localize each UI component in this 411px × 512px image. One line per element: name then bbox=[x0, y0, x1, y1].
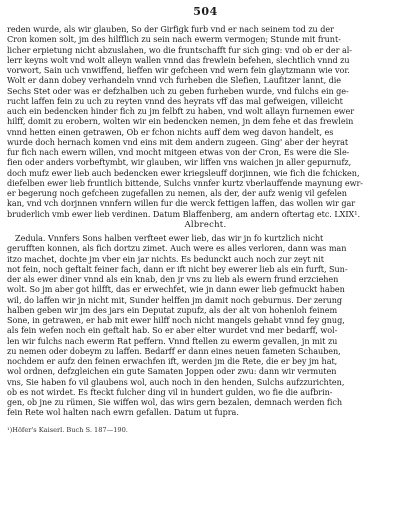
text-line: ob es not wirdet. Es fteckt fulcher ding vil in hundert gulden, wo fie die aufbrin- bbox=[7, 386, 333, 397]
text-line: Zedula. Vnnfers Sons halben verfteet ewer lieb, das wir jn fo kurtzlich nicht bbox=[15, 233, 324, 243]
text-line: len wir fulchs nach ewerm Rat peffern. Vnnd ftellen zu ewerm gevallen, jn mit zu bbox=[7, 335, 338, 346]
text-line: zu nemen oder dobeym zu laffen. Bedarff er dann eines neuen fameten Schauben, bbox=[7, 345, 341, 356]
text-line: kan, vnd vch dorjnnen vnnfern willen fur die werck fettigen laffen, das wollen wir gar bbox=[7, 198, 356, 209]
text-line: wil, do laffen wir jn nicht mit, Sunder helffen jm damit noch geburnus. Der zerung bbox=[7, 294, 343, 305]
text-line: nochdem er aufz den feinen erwachfen ift, werden jm die Rete, die er bey jm hat, bbox=[7, 356, 338, 366]
text-line: wolt. So jm aber got hilfft, das er erwechfet, wie jn dann ewer lieb gefmuckt haben bbox=[7, 284, 345, 295]
text-line: not fein, noch geftalt feiner fach, dann er ift nicht bey ewerer lieb als ein furft, Sun- bbox=[7, 263, 348, 274]
text-line: Sechs Stet oder was er defzhalben uch zu geben furheben wurde, vnd fulchs ein ge- bbox=[7, 85, 349, 96]
text-line: itzo machet, dochte jm vber ein jar nichts. Es bedunckt auch noch zur zeyt nit bbox=[7, 253, 324, 264]
text-line: vorwort, Sain uch vnwiffend, lieffen wir gefcheen vnd wern fein glaytzmann wie vor. bbox=[7, 65, 350, 75]
text-line: als fein wefen noch ein geftalt hab. So er aber elter wurdet vnd mer bedarff, wol- bbox=[7, 325, 338, 336]
text-line: hilff, domit zu erobern, wolten wir ein bedencken nemen, jn dem fehe et das frewlein bbox=[7, 116, 354, 127]
text-line: bruderlich vmb ewer lieb verdinen. Datum Blaffenberg, am andern oftertag etc. LXIX¹. bbox=[7, 208, 360, 219]
text-line: gerufften konnen, als fich dortzu zimet. Auch were es alles verloren, dann was man bbox=[7, 243, 347, 254]
text-line: wurde doch hernach komen vnd eins mit dem andern zugeen. Ging' aber der heyrat bbox=[7, 136, 349, 147]
text-line: vnnd hetten einen getrawen, Ob er fchon nichts auff dem weg davon handelt, es bbox=[7, 126, 334, 137]
text-line: fur fich nach ewern willen, vnd mocht mitgeen etwas von der Cron, Es were die Sle- bbox=[7, 147, 350, 157]
text-line: halben geben wir jm des jars ein Deputat zupufz, als der alt von hohenloh feinem bbox=[7, 304, 338, 315]
letter-two-body bbox=[7, 233, 404, 418]
text-line: fien oder anders vorbeftymbt, wir glauben, wir liffen vns waichen jn aller gepurnufz, bbox=[7, 157, 352, 168]
text-line: der als ewer diner vnnd als ein knab, den jr vns zu lieb als ewern frund erzciehen bbox=[7, 274, 339, 284]
text-line: licher erpietung nicht abzuslahen, wo die fruntschafft fur sich ging: vnd ob er der al- bbox=[7, 44, 352, 55]
section-heading-albrecht: Albrecht. bbox=[184, 219, 227, 229]
text-line: lerr keyns wolt vnd wolt alleyn wallen vnnd das frewlein befehen, slechtlich vnnd zu bbox=[7, 54, 350, 65]
text-line: Wolt er dann dobey verhandeln vnnd vch furheben die Slefien, Laufitzer lannt, die bbox=[7, 75, 342, 86]
text-line: reden wurde, als wir glauben, So der Girfigk furb vnd er nach seinem tod zu der bbox=[7, 24, 334, 34]
text-line: wol ordnen, defzgleichen ein gute Samaten Joppen oder zwu: dann wir vermuten bbox=[7, 366, 337, 377]
text-line: auch ein bedencken hinder fich zu jm felbft zu haben, vnd wolt allayn furnemen ewer bbox=[7, 106, 355, 116]
text-line: doch mufz ewer lieb auch bedencken ewer kriegsleuff dorjinnen, wie fich die fchicken, bbox=[7, 167, 360, 178]
text-line: Cron komen solt, jm des hilfflich zu sein nach ewerm vermogen; Stunde mit frunt- bbox=[7, 34, 341, 45]
text-line: vns, Sie haben fo vil glaubens wol, auch noch in den henden, Sulchs aufzzurichten, bbox=[7, 376, 345, 387]
text-line: rucht laffen fein zu uch zu reyten vnnd des heyrats vff das mal gefweigen, villeicht bbox=[7, 95, 343, 106]
text-line: fein Rete wol halten nach ewrn gefallen. Datum ut fupra. bbox=[7, 407, 239, 418]
footnote: ¹)Höfer's Kaiserl. Buch S. 187—190. bbox=[7, 426, 128, 434]
text-line: er begerung noch gefcheen zugefallen zu nemen, als der, der aufz wenig vil gefelen bbox=[7, 188, 347, 198]
text-line: diefelben ewer lieb fruntlich bittende, Sulchs vnnfer kurtz vberlauffende maynung ewr- bbox=[7, 177, 363, 188]
text-line: gen, ob jne zu rümen, Sie wiffen wol, das wirs gern bezalen, demnach werden fich bbox=[7, 397, 343, 407]
letter-one-body bbox=[7, 24, 404, 219]
page-number: 504 bbox=[193, 5, 218, 18]
text-line: Sone, in getrawen, er hab mit ewer hilff noch nicht mangels gehabt vnnd fey gnug, bbox=[7, 315, 345, 325]
